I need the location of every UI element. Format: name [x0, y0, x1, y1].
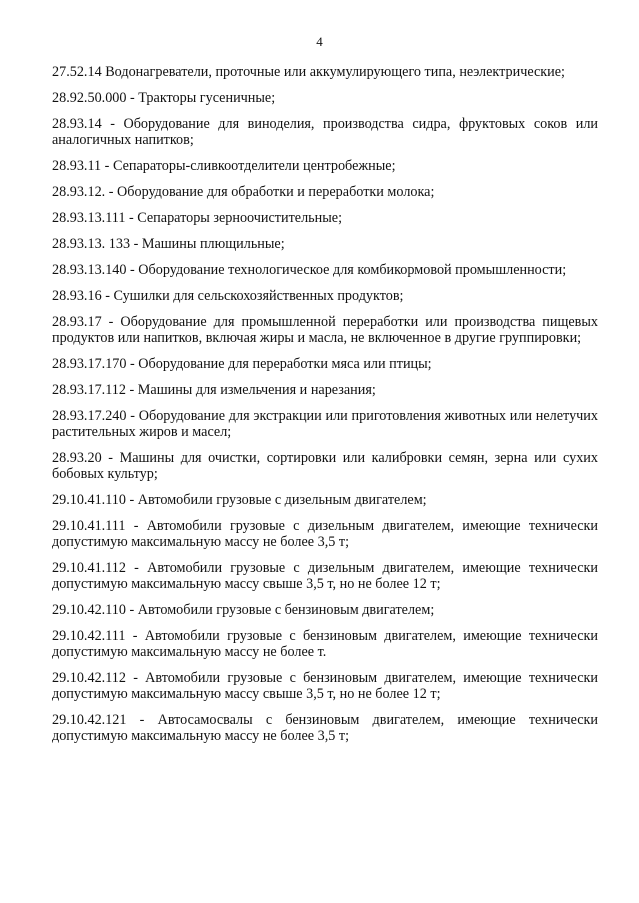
- list-item: 29.10.41.111 - Автомобили грузовые с дизельным двигателем, имеющие технически допустимую максимальную массу не более 3,5 т;: [52, 518, 598, 550]
- list-item: 28.93.13. 133 - Машины плющильные;: [52, 236, 285, 252]
- document-body: [52, 64, 598, 754]
- list-item: 28.93.16 - Сушилки для сельскохозяйственных продуктов;: [52, 288, 404, 304]
- list-item: 28.93.13.140 - Оборудование технологическое для комбикормовой промышленности;: [52, 262, 567, 278]
- list-item: 28.93.12. - Оборудование для обработки и переработки молока;: [52, 184, 435, 200]
- list-item: 28.93.17.170 - Оборудование для переработки мяса или птицы;: [52, 356, 432, 372]
- list-item: 28.93.17.240 - Оборудование для экстракции или приготовления животных или нелетучих растительных жиров и масел;: [52, 408, 598, 440]
- list-item: 29.10.42.121 - Автосамосвалы с бензиновым двигателем, имеющие технически допустимую максимальную массу не более 3,5 т;: [52, 712, 598, 744]
- list-item: 28.93.17 - Оборудование для промышленной переработки или производства пищевых продуктов или напитков, включая жиры и масла, не включенное в другие группировки;: [52, 314, 598, 346]
- list-item: 28.93.20 - Машины для очистки, сортировки или калибровки семян, зерна или сухих бобовых культур;: [52, 450, 598, 482]
- list-item: 29.10.41.112 - Автомобили грузовые с дизельным двигателем, имеющие технически допустимую максимальную массу свыше 3,5 т, но не более 12 т;: [52, 560, 598, 592]
- list-item: 29.10.42.111 - Автомобили грузовые с бензиновым двигателем, имеющие технически допустимую максимальную массу не более т.: [52, 628, 598, 660]
- list-item: 29.10.42.110 - Автомобили грузовые с бензиновым двигателем;: [52, 602, 435, 618]
- list-item: 28.93.17.112 - Машины для измельчения и нарезания;: [52, 382, 376, 398]
- list-item: 28.93.14 - Оборудование для виноделия, производства сидра, фруктовых соков или аналогичных напитков;: [52, 116, 598, 148]
- list-item: 29.10.42.112 - Автомобили грузовые с бензиновым двигателем, имеющие технически допустимую максимальную массу свыше 3,5 т, но не более 12 т;: [52, 670, 598, 702]
- list-item: 28.93.11 - Сепараторы-сливкоотделители центробежные;: [52, 158, 396, 174]
- list-item: 29.10.41.110 - Автомобили грузовые с дизельным двигателем;: [52, 492, 427, 508]
- list-item: 28.93.13.111 - Сепараторы зерноочистительные;: [52, 210, 343, 226]
- list-item: 28.92.50.000 - Тракторы гусеничные;: [52, 90, 276, 106]
- page-number: 4: [316, 34, 323, 49]
- list-item: 27.52.14 Водонагреватели, проточные или аккумулирующего типа, неэлектрические;: [52, 64, 565, 80]
